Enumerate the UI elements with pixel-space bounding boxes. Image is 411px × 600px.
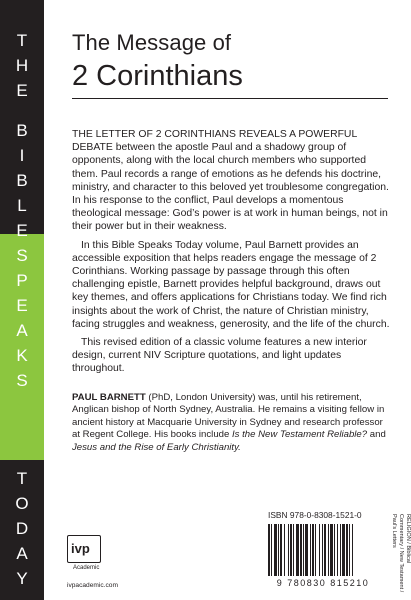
author-name: PAUL BARNETT <box>72 391 146 403</box>
back-cover-copy <box>72 128 390 460</box>
spine-word-today <box>0 470 44 595</box>
publisher-logo <box>67 535 103 579</box>
spine-letter: O <box>15 494 29 513</box>
spine-letter: P <box>16 271 28 290</box>
spine-word-bible <box>0 122 44 247</box>
spine-letter: A <box>16 544 28 563</box>
spine-letter: S <box>16 246 28 265</box>
spine-letter: E <box>16 296 28 315</box>
spine-letter: H <box>15 56 29 75</box>
spine-letter: L <box>17 196 27 215</box>
spine-word-the <box>0 32 44 107</box>
spine-band <box>0 0 44 600</box>
book-title-2: Jesus and the Rise of Early Christianity. <box>72 442 241 454</box>
publisher-website: ivpacademic.com <box>67 582 118 589</box>
spine-letter: E <box>16 221 28 240</box>
isbn-label: ISBN 978-0-8308-1521-0 <box>268 510 362 520</box>
bio-text-2: and <box>367 429 386 441</box>
spine-letter: S <box>16 371 28 390</box>
spine-letter: B <box>16 121 28 140</box>
author-bio <box>72 392 390 455</box>
title-divider <box>72 98 388 99</box>
edition-paragraph: This revised edition of a classic volume features a new interior design, current NIV Scripture quotations, and light updates throughout. <box>72 337 367 375</box>
logo-imprint: Academic <box>73 565 100 571</box>
spine-letter: I <box>19 146 25 165</box>
title-line-1: The Message of <box>72 30 232 55</box>
spine-letter: T <box>16 469 28 488</box>
spine-letter: D <box>15 519 29 538</box>
spine-word-speaks <box>0 247 44 397</box>
intro-paragraph: THE LETTER OF 2 CORINTHIANS REVEALS A POWERFUL DEBATE between the apostle Paul and a shadowy group of opponents, along with the local church members who supported them. Paul records a range of emotions as he defends his doctrine, ministry, and character to this beloved yet troublesome congregation. In his response to the conflict, Paul develops a momentous theological message: God’s power is at work in human beings, not in their power but in their weakness. <box>72 129 389 233</box>
barcode-bars-icon <box>264 524 382 578</box>
bio-text-1: (PhD, London University) was, until his retirement, Anglican bishop of North Sydney, Australia. He remains a visiting fellow in ancient history at Macquarie University in Sydney and research professor at Regent College. His books include <box>72 391 385 441</box>
logo-wordmark: ivp <box>71 541 90 556</box>
spine-letter: Y <box>16 569 28 588</box>
barcode-number: 9 780830 815210 <box>276 578 370 588</box>
exposition-paragraph: In this Bible Speaks Today volume, Paul Barnett provides an accessible exposition that helps readers engage the message of 2 Corinthians. Working passage by passage through this often challenging epistle, Barnett provides helpful background, draws out key themes, and offers applications for Christians today. We find rich insights about the work of Christ, the nature of Christian ministry, facing struggles and weakness, generosity, and the life of the church. <box>72 239 390 330</box>
spine-letter: B <box>16 171 28 190</box>
title-line-2: 2 Corinthians <box>72 60 243 92</box>
spine-letter: A <box>16 321 28 340</box>
category-label: RELIGION / Biblical Commentary / New Testament / Paul’s Letters <box>391 514 411 593</box>
ivp-logo-icon <box>67 535 101 563</box>
spine-letter: E <box>16 81 28 100</box>
spine-letter: T <box>16 31 28 50</box>
book-title-1: Is the New Testament Reliable? <box>232 429 368 441</box>
spine-letter: K <box>16 346 28 365</box>
